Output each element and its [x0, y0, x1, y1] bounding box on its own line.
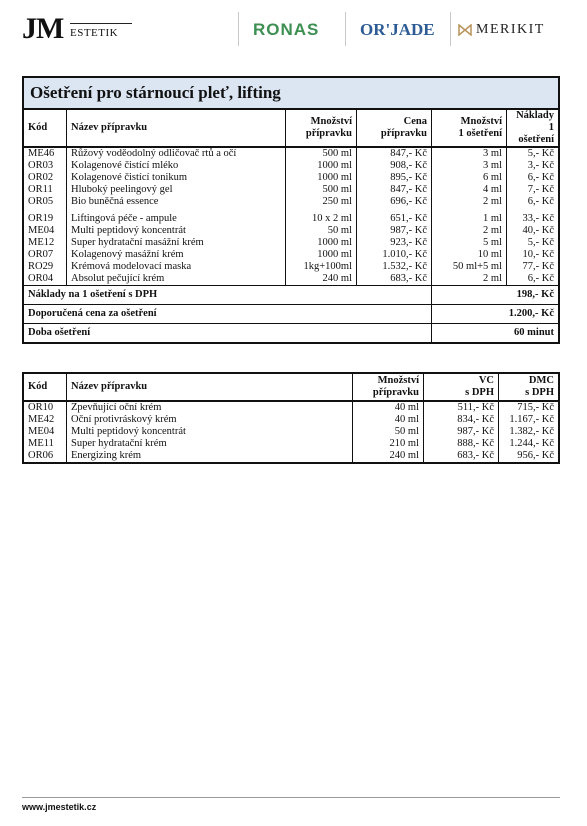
cell-qty: 40 ml	[353, 414, 424, 426]
cell-name: Liftingová péče - ampule	[67, 213, 286, 225]
cell-qty: 1000 ml	[286, 249, 357, 261]
cell-code: OR03	[23, 160, 67, 172]
cell-qty1: 50 ml+5 ml	[432, 261, 507, 273]
cell-dmc: 1.244,- Kč	[499, 438, 560, 450]
cell-qty: 50 ml	[353, 426, 424, 438]
cell-qty: 1kg+100ml	[286, 261, 357, 273]
col-price: Cena přípravku	[357, 109, 432, 147]
summary-label: Náklady na 1 ošetření s DPH	[23, 286, 432, 305]
col-code: Kód	[23, 109, 67, 147]
table-header-row	[23, 109, 559, 147]
merikit-logo: MERIKIT	[476, 22, 545, 37]
cell-code: ME46	[23, 147, 67, 160]
cell-qty1: 10 ml	[432, 249, 507, 261]
cell-code: ME11	[23, 438, 67, 450]
summary-label: Doporučená cena za ošetření	[23, 305, 432, 324]
cell-dmc: 1.382,- Kč	[499, 426, 560, 438]
table-row	[23, 160, 559, 172]
cell-code: OR05	[23, 196, 67, 208]
cell-price: 923,- Kč	[357, 237, 432, 249]
cell-cost: 6,- Kč	[507, 273, 560, 286]
treatment-table	[22, 76, 560, 344]
table-body	[23, 401, 559, 463]
merikit-logo-icon	[458, 24, 472, 36]
cell-code: ME04	[23, 426, 67, 438]
divider	[345, 12, 346, 46]
cell-name: Zpevňující oční krém	[67, 401, 353, 414]
page-header	[0, 0, 587, 50]
cell-name: Kolagenový masážní krém	[67, 249, 286, 261]
table-row	[23, 213, 559, 225]
col-dmc: DMC s DPH	[499, 373, 560, 401]
cell-name: Růžový voděodolný odličovač rtů a očí	[67, 147, 286, 160]
cell-price: 895,- Kč	[357, 172, 432, 184]
cell-name: Super hydratační krém	[67, 438, 353, 450]
cell-name: Kolagenové čistící tonikum	[67, 172, 286, 184]
divider	[238, 12, 239, 46]
col-name: Název přípravku	[67, 373, 353, 401]
table-row	[23, 438, 559, 450]
table-body-a	[23, 147, 559, 208]
cell-qty1: 6 ml	[432, 172, 507, 184]
table-row	[23, 450, 559, 463]
cell-code: ME12	[23, 237, 67, 249]
table-row	[23, 414, 559, 426]
cell-code: OR19	[23, 213, 67, 225]
product-price-table	[22, 372, 560, 464]
cell-name: Absolut pečující krém	[67, 273, 286, 286]
cell-cost: 6,- Kč	[507, 172, 560, 184]
cell-dmc: 715,- Kč	[499, 401, 560, 414]
cell-code: OR11	[23, 184, 67, 196]
cell-cost: 33,- Kč	[507, 213, 560, 225]
cell-cost: 40,- Kč	[507, 225, 560, 237]
cell-qty1: 5 ml	[432, 237, 507, 249]
table-row	[23, 147, 559, 160]
cell-vc: 987,- Kč	[424, 426, 499, 438]
cell-name: Multi peptidový koncentrát	[67, 426, 353, 438]
cell-price: 908,- Kč	[357, 160, 432, 172]
cell-qty: 1000 ml	[286, 160, 357, 172]
summary-label: Doba ošetření	[23, 324, 432, 344]
cell-qty1: 3 ml	[432, 147, 507, 160]
summary-value: 60 minut	[432, 324, 560, 344]
cell-qty: 40 ml	[353, 401, 424, 414]
cell-dmc: 1.167,- Kč	[499, 414, 560, 426]
summary-row	[23, 305, 559, 324]
cell-code: OR06	[23, 450, 67, 463]
ronas-logo: RONAS	[253, 20, 320, 39]
divider	[450, 12, 451, 46]
cell-qty: 10 x 2 ml	[286, 213, 357, 225]
cell-cost: 10,- Kč	[507, 249, 560, 261]
cell-qty: 500 ml	[286, 184, 357, 196]
table-row	[23, 401, 559, 414]
table-row	[23, 225, 559, 237]
cell-name: Multi peptidový koncentrát	[67, 225, 286, 237]
summary-row	[23, 324, 559, 344]
cell-cost: 77,- Kč	[507, 261, 560, 273]
cell-code: OR04	[23, 273, 67, 286]
orjade-logo: OR'JADE	[360, 20, 435, 39]
cell-code: OR10	[23, 401, 67, 414]
cell-cost: 6,- Kč	[507, 196, 560, 208]
cell-qty: 1000 ml	[286, 237, 357, 249]
col-qty: Množství přípravku	[353, 373, 424, 401]
cell-qty1: 4 ml	[432, 184, 507, 196]
cell-qty: 1000 ml	[286, 172, 357, 184]
cell-qty1: 2 ml	[432, 196, 507, 208]
cell-name: Energizing krém	[67, 450, 353, 463]
cell-name: Hluboký peelingový gel	[67, 184, 286, 196]
summary-row	[23, 286, 559, 305]
cell-cost: 5,- Kč	[507, 147, 560, 160]
cell-name: Kolagenové čistící mléko	[67, 160, 286, 172]
cell-name: Bio buněčná essence	[67, 196, 286, 208]
cell-name: Super hydratační masážní krém	[67, 237, 286, 249]
table-body-b	[23, 213, 559, 286]
cell-qty1: 2 ml	[432, 273, 507, 286]
table-row	[23, 261, 559, 273]
col-qty-per-treatment: Množství 1 ošetření	[432, 109, 507, 147]
logo-underline	[70, 23, 132, 24]
cell-qty: 50 ml	[286, 225, 357, 237]
footer-line	[22, 797, 560, 798]
col-qty: Množství přípravku	[286, 109, 357, 147]
jm-logo: JM	[22, 12, 64, 45]
cell-code: OR02	[23, 172, 67, 184]
cell-price: 847,- Kč	[357, 184, 432, 196]
cell-name: Oční protivráskový krém	[67, 414, 353, 426]
cell-vc: 888,- Kč	[424, 438, 499, 450]
col-cost-per-treatment: Náklady 1 ošetření	[507, 109, 560, 147]
estetik-logo-text: ESTETIK	[70, 27, 119, 39]
cell-qty: 210 ml	[353, 438, 424, 450]
cell-cost: 3,- Kč	[507, 160, 560, 172]
summary-value: 1.200,- Kč	[432, 305, 560, 324]
table-row	[23, 184, 559, 196]
cell-vc: 683,- Kč	[424, 450, 499, 463]
cell-qty1: 3 ml	[432, 160, 507, 172]
table-row	[23, 426, 559, 438]
cell-price: 683,- Kč	[357, 273, 432, 286]
table-row	[23, 273, 559, 286]
cell-price: 696,- Kč	[357, 196, 432, 208]
cell-qty1: 2 ml	[432, 225, 507, 237]
cell-price: 987,- Kč	[357, 225, 432, 237]
cell-code: ME04	[23, 225, 67, 237]
col-vc: VC s DPH	[424, 373, 499, 401]
cell-price: 1.010,- Kč	[357, 249, 432, 261]
table-title-row	[23, 77, 559, 109]
table-title: Ošetření pro stárnoucí pleť, lifting	[23, 77, 559, 109]
cell-qty: 240 ml	[286, 273, 357, 286]
summary-value: 198,- Kč	[432, 286, 560, 305]
table-row	[23, 237, 559, 249]
cell-qty: 240 ml	[353, 450, 424, 463]
summary-rows	[23, 286, 559, 344]
footer-url: www.jmestetik.cz	[22, 802, 97, 812]
table-header-row	[23, 373, 559, 401]
table-row	[23, 249, 559, 261]
cell-qty1: 1 ml	[432, 213, 507, 225]
cell-cost: 7,- Kč	[507, 184, 560, 196]
cell-vc: 511,- Kč	[424, 401, 499, 414]
cell-price: 1.532,- Kč	[357, 261, 432, 273]
cell-code: ME42	[23, 414, 67, 426]
cell-cost: 5,- Kč	[507, 237, 560, 249]
cell-price: 651,- Kč	[357, 213, 432, 225]
cell-name: Krémová modelovací maska	[67, 261, 286, 273]
table-row	[23, 196, 559, 208]
cell-qty: 500 ml	[286, 147, 357, 160]
table-row	[23, 172, 559, 184]
cell-dmc: 956,- Kč	[499, 450, 560, 463]
cell-code: RO29	[23, 261, 67, 273]
col-code: Kód	[23, 373, 67, 401]
cell-code: OR07	[23, 249, 67, 261]
cell-price: 847,- Kč	[357, 147, 432, 160]
cell-vc: 834,- Kč	[424, 414, 499, 426]
col-name: Název přípravku	[67, 109, 286, 147]
cell-qty: 250 ml	[286, 196, 357, 208]
